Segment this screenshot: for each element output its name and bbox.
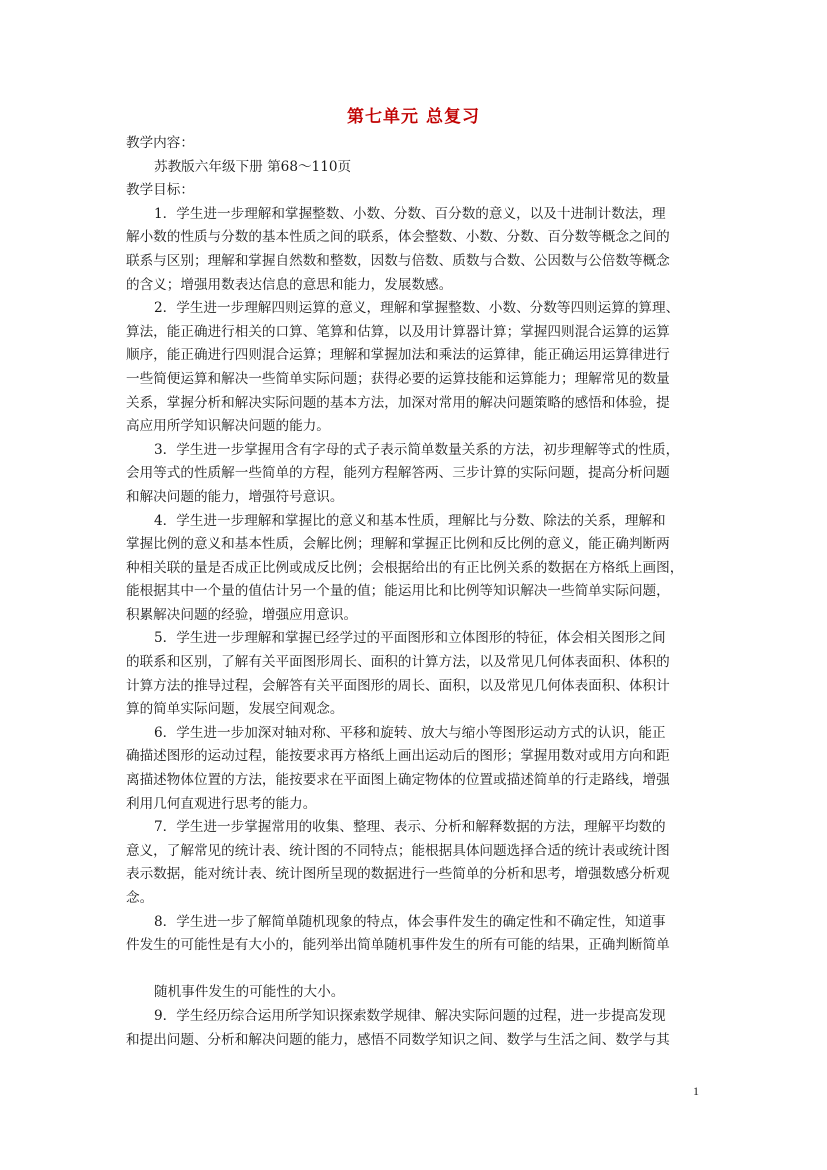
text-line: 6．学生进一步加深对轴对称、平移和旋转、放大与缩小等图形运动方式的认识，能正 — [154, 724, 666, 741]
page-title: 第七单元 总复习 — [347, 107, 480, 127]
text-line: 顺序，能正确进行四则混合运算；理解和掌握加法和乘法的运算律，能正确运用运算律进行 — [126, 347, 670, 364]
text-line: 掌握比例的意义和基本性质，会解比例；理解和掌握正比例和反比例的意义，能正确判断两 — [126, 536, 670, 553]
text-line: 能根据其中一个量的值估计另一个量的值；能运用比和比例等知识解决一些简单实际问题， — [126, 583, 670, 600]
text-line: 会用等式的性质解一些简单的方程，能列方程解答两、三步计算的实际问题，提高分析问题 — [126, 465, 670, 482]
text-line: 2．学生进一步理解四则运算的意义，理解和掌握整数、小数、分数等四则运算的算理、 — [154, 300, 680, 317]
text-line: 解小数的性质与分数的基本性质之间的联系，体会整数、小数、分数、百分数等概念之间的 — [126, 229, 670, 246]
blank-line — [126, 958, 706, 982]
text-line: 的联系和区别，了解有关平面图形周长、面积的计算方法，以及常见几何体表面积、体积的 — [126, 654, 670, 671]
text-line: 联系与区别；理解和掌握自然数和整数，因数与倍数、质数与合数、公因数与公倍数等概念 — [126, 252, 670, 269]
text-line: 离描述物体位置的方法，能按要求在平面图上确定物体的位置或描述简单的行走路线，增强 — [126, 772, 670, 789]
text-line: 一些简便运算和解决一些简单实际问题；获得必要的运算技能和运算能力；理解常见的数量 — [126, 370, 670, 387]
text-line: 9．学生经历综合运用所学知识探索数学规律、解决实际问题的过程，进一步提高发现 — [154, 1007, 666, 1024]
goals-label: 教学目标： — [126, 182, 194, 199]
document-body — [126, 132, 706, 1052]
text-line: 和解决问题的能力，增强符号意识。 — [126, 488, 344, 505]
text-line: 关系，掌握分析和解决实际问题的基本方法，加深对常用的解决问题策略的感悟和体验，提 — [126, 394, 670, 411]
text-line: 利用几何直观进行思考的能力。 — [126, 795, 317, 812]
content-text: 苏教版六年级下册 第68～110页 — [154, 158, 352, 175]
text-line: 4．学生进一步理解和掌握比的意义和基本性质，理解比与分数、除法的关系，理解和 — [154, 512, 666, 529]
text-line: 表示数据，能对统计表、统计图所呈现的数据进行一些简单的分析和思考，增强数感分析观 — [126, 866, 670, 883]
text-line: 的含义；增强用数表达信息的意思和能力，发展数感。 — [126, 276, 453, 293]
page-number: 1 — [693, 1084, 699, 1098]
text-line: 8．学生进一步了解简单随机现象的特点，体会事件发生的确定性和不确定性，知道事 — [154, 913, 666, 930]
content-label: 教学内容： — [126, 135, 194, 151]
text-line: 7．学生进一步掌握常用的收集、整理、表示、分析和解释数据的方法，理解平均数的 — [154, 819, 666, 836]
text-line: 种相关联的量是否成正比例或成反比例；会根据给出的有正比例关系的数据在方格纸上画图， — [126, 559, 684, 576]
text-line: 算的简单实际问题，发展空间观念。 — [126, 701, 344, 718]
text-line: 计算方法的推导过程，会解答有关平面图形的周长、面积，以及常见几何体表面积、体积计 — [126, 677, 670, 694]
text-line: 和提出问题、分析和解决问题的能力，感悟不同数学知识之间、数学与生活之间、数学与其 — [126, 1031, 670, 1048]
goals-text — [126, 203, 706, 1052]
text-line: 5．学生进一步理解和掌握已经学过的平面图形和立体图形的特征，体会相关图形之间 — [154, 630, 666, 647]
text-line: 确描述图形的运动过程，能按要求再方格纸上画出运动后的图形；掌握用数对或用方向和距 — [126, 748, 670, 765]
text-line: 意义，了解常见的统计表、统计图的不同特点；能根据具体问题选择合适的统计表或统计图 — [126, 842, 670, 859]
text-line: 高应用所学知识解决问题的能力。 — [126, 418, 330, 435]
text-line: 算法，能正确进行相关的口算、笔算和估算，以及用计算器计算；掌握四则混合运算的运算 — [126, 323, 670, 340]
text-line: 件发生的可能性是有大小的，能列举出简单随机事件发生的所有可能的结果，正确判断简单 — [126, 937, 670, 954]
text-line: 随机事件发生的可能性的大小。 — [154, 984, 345, 1001]
text-line: 3．学生进一步掌握用含有字母的式子表示简单数量关系的方法，初步理解等式的性质， — [154, 441, 680, 458]
text-line: 积累解决问题的经验，增强应用意识。 — [126, 606, 358, 623]
text-line: 1．学生进一步理解和掌握整数、小数、分数、百分数的意义，以及十进制计数法，理 — [154, 205, 666, 222]
text-line: 念。 — [126, 890, 154, 906]
